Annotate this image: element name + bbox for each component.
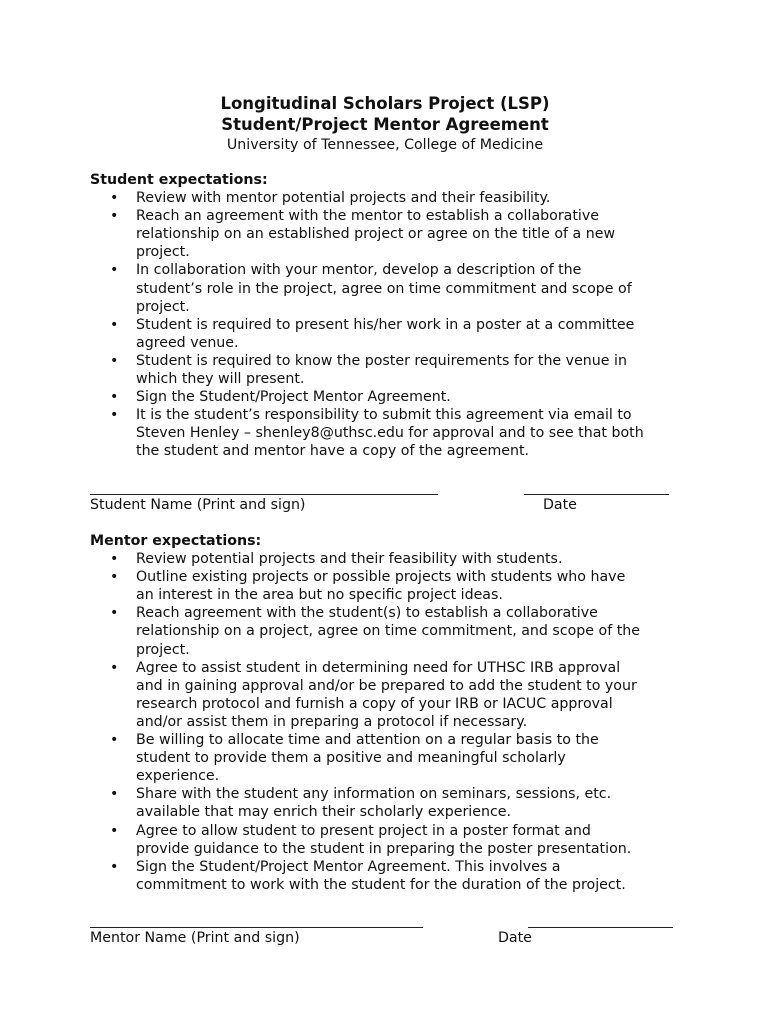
list-item [90,785,690,821]
list-item-text: Agree to allow student to present project in a poster format and provide guidance to the student in preparing the poster presentation. [136,822,632,857]
list-item-text: Reach an agreement with the mentor to establish a collaborative relationship on an established project or agree on the title of a new project. [136,208,616,261]
student-expectations-heading: Student expectations: [90,172,268,188]
bullet-icon: • [110,605,119,622]
bullet-icon: • [110,822,119,839]
list-item [90,207,690,261]
bullet-icon: • [110,858,119,875]
list-item-text: In collaboration with your mentor, develop a description of the student’s role in the project, agree on time commitment and scope of project. [136,262,632,315]
list-item-text: Outline existing projects or possible projects with students who have an interest in the area but no specific project ideas. [136,569,626,604]
list-item [90,352,690,388]
bullet-icon: • [110,190,119,207]
mentor-date-line[interactable] [528,927,673,928]
list-item [90,659,690,731]
mentor-date-label: Date [498,930,532,946]
student-date-line[interactable] [524,494,669,495]
list-item-text: Be willing to allocate time and attention on a regular basis to the student to provide them a positive and meaningful scholarly experience. [136,732,599,785]
mentor-signature-label: Mentor Name (Print and sign) [90,930,300,946]
student-expectations-section [90,171,690,461]
document-title-line-2: Student/Project Mentor Agreement [221,115,549,134]
list-item-text: Agree to assist student in determining need for UTHSC IRB approval and in gaining approval and/or be prepared to add the student to your research protocol and furnish a copy of your IRB or IACUC approval and/or assist them in preparing a protocol if necessary. [136,659,637,730]
bullet-icon: • [110,569,119,586]
mentor-expectations-section [90,532,690,894]
list-item [90,858,690,894]
list-item-text: Share with the student any information on seminars, sessions, etc. available that may enrich their scholarly experience. [136,786,612,821]
student-signature-line[interactable] [90,494,438,495]
bullet-icon: • [110,352,119,369]
bullet-icon: • [110,262,119,279]
mentor-expectations-list [90,550,690,894]
bullet-icon: • [110,208,119,225]
mentor-signature-line[interactable] [90,927,423,928]
document-title-line-1: Longitudinal Scholars Project (LSP) [220,94,550,113]
list-item [90,550,690,568]
bullet-icon: • [110,732,119,749]
mentor-expectations-heading: Mentor expectations: [90,533,262,549]
list-item [90,604,690,658]
list-item-text: Sign the Student/Project Mentor Agreement. [136,389,451,406]
list-item-text: It is the student’s responsibility to submit this agreement via email to Steven Henley – shenley8@uthsc.edu for approval and to see that both the student and mentor have a copy of the agreement. [136,407,644,460]
list-item [90,731,690,785]
list-item-text: Student is required to know the poster requirements for the venue in which they will present. [136,352,627,388]
list-item-text: Review with mentor potential projects and their feasibility. [136,190,551,207]
student-expectations-list [90,189,690,460]
list-item-text: Student is required to present his/her work in a poster at a committee agreed venue. [136,316,635,351]
document-subtitle: University of Tennessee, College of Medicine [226,137,544,153]
list-item [90,568,690,604]
document-header [0,93,770,155]
list-item [90,189,690,207]
bullet-icon: • [110,551,119,568]
list-item [90,822,690,858]
bullet-icon: • [110,389,119,406]
list-item-text: Reach agreement with the student(s) to establish a collaborative relationship on a project, agree on time commitment, and scope of the project. [136,605,641,658]
list-item [90,388,690,406]
student-date-label: Date [543,497,577,513]
list-item [90,316,690,352]
list-item-text: Review potential projects and their feasibility with students. [136,551,563,568]
list-item-text: Sign the Student/Project Mentor Agreement. This involves a commitment to work with the student for the duration of the project. [136,858,626,893]
bullet-icon: • [110,786,119,803]
bullet-icon: • [110,659,119,676]
bullet-icon: • [110,316,119,333]
list-item [90,261,690,315]
student-signature-label: Student Name (Print and sign) [90,497,306,513]
list-item [90,406,690,460]
bullet-icon: • [110,407,119,424]
